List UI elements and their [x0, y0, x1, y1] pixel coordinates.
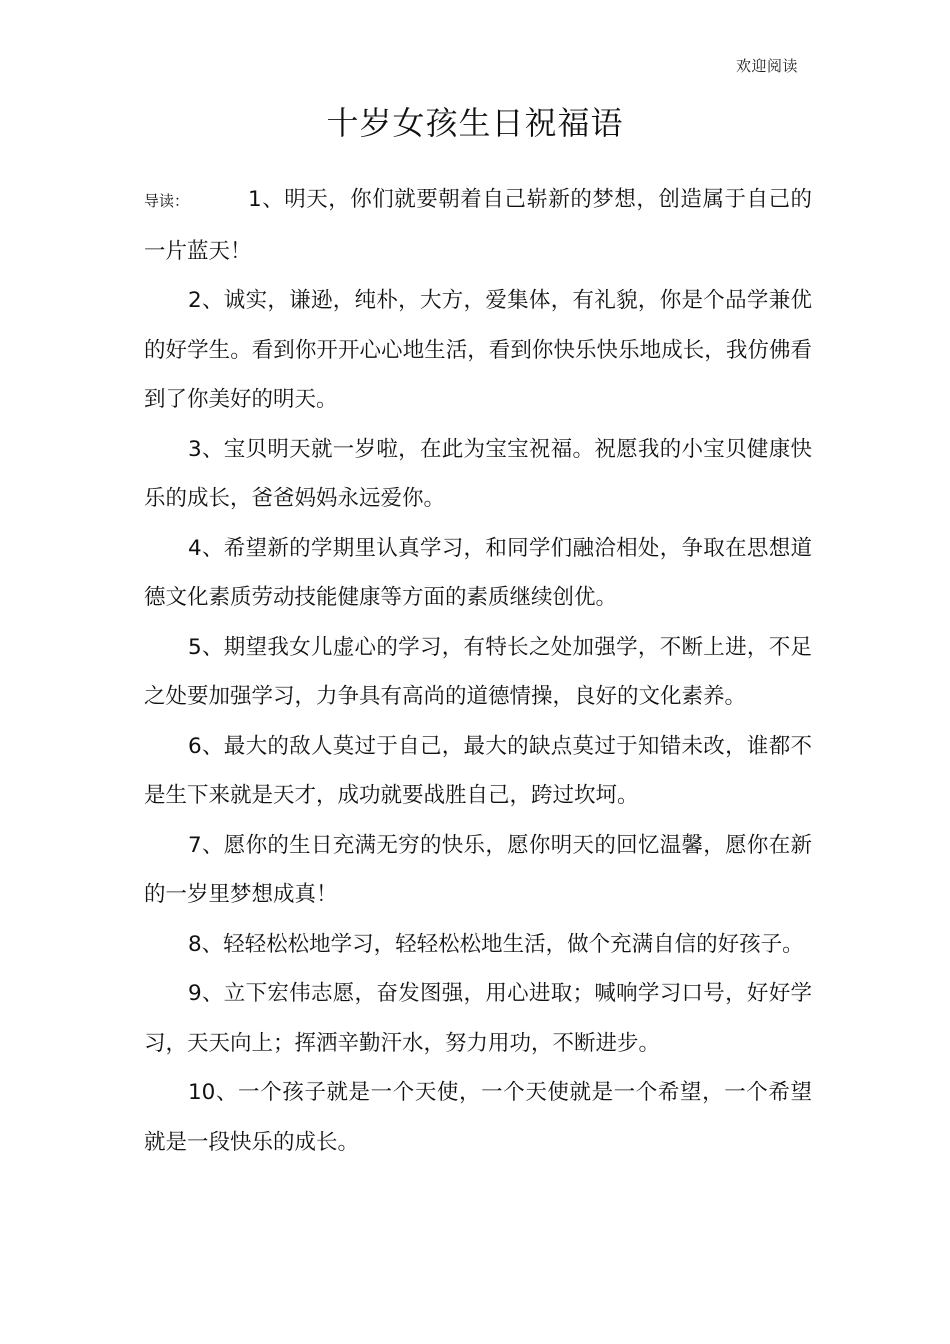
paragraph-4: 4、希望新的学期里认真学习，和同学们融洽相处，争取在思想道德文化素质劳动技能健康等方面的素质继续创优。: [144, 535, 812, 610]
paragraph-3: 3、宝贝明天就一岁啦，在此为宝宝祝福。祝愿我的小宝贝健康快乐的成长，爸爸妈妈永远爱你。: [144, 436, 812, 511]
document-title: 十岁女孩生日祝福语: [326, 104, 624, 142]
paragraph-7: 7、愿你的生日充满无穷的快乐，愿你明天的回忆温馨，愿你在新的一岁里梦想成真！: [144, 832, 812, 907]
paragraph-5: 5、期望我女儿虚心的学习，有特长之处加强学，不断上进，不足之处要加强学习，力争具有高尚的道德情操，良好的文化素养。: [144, 634, 812, 709]
paragraph-9: 9、立下宏伟志愿，奋发图强，用心进取；喊响学习口号，好好学习，天天向上；挥洒辛勤汗水，努力用功，不断进步。: [144, 981, 812, 1056]
paragraph-6: 6、最大的敌人莫过于自己，最大的缺点莫过于知错未改，谁都不是生下来就是天才，成功就要战胜自己，跨过坎坷。: [144, 733, 812, 808]
paragraph-8: 8、轻轻松松地学习，轻轻松松地生活，做个充满自信的好孩子。: [188, 931, 804, 957]
paragraph-text: 1、明天，你们就要朝着自己崭新的梦想，创造属于自己的一片蓝天！: [144, 187, 812, 264]
paragraph-2: 2、诚实，谦逊，纯朴，大方，爱集体，有礼貌，你是个品学兼优的好学生。看到你开开心心地生活，看到你快乐快乐地成长，我仿佛看到了你美好的明天。: [144, 288, 812, 412]
header-note: 欢迎阅读: [735, 57, 798, 75]
paragraph-1: [144, 175, 812, 276]
paragraph-10: 10、一个孩子就是一个天使，一个天使就是一个希望，一个希望就是一段快乐的成长。: [144, 1080, 812, 1155]
intro-label: 导读：: [144, 192, 190, 210]
document-body: [144, 175, 812, 1167]
